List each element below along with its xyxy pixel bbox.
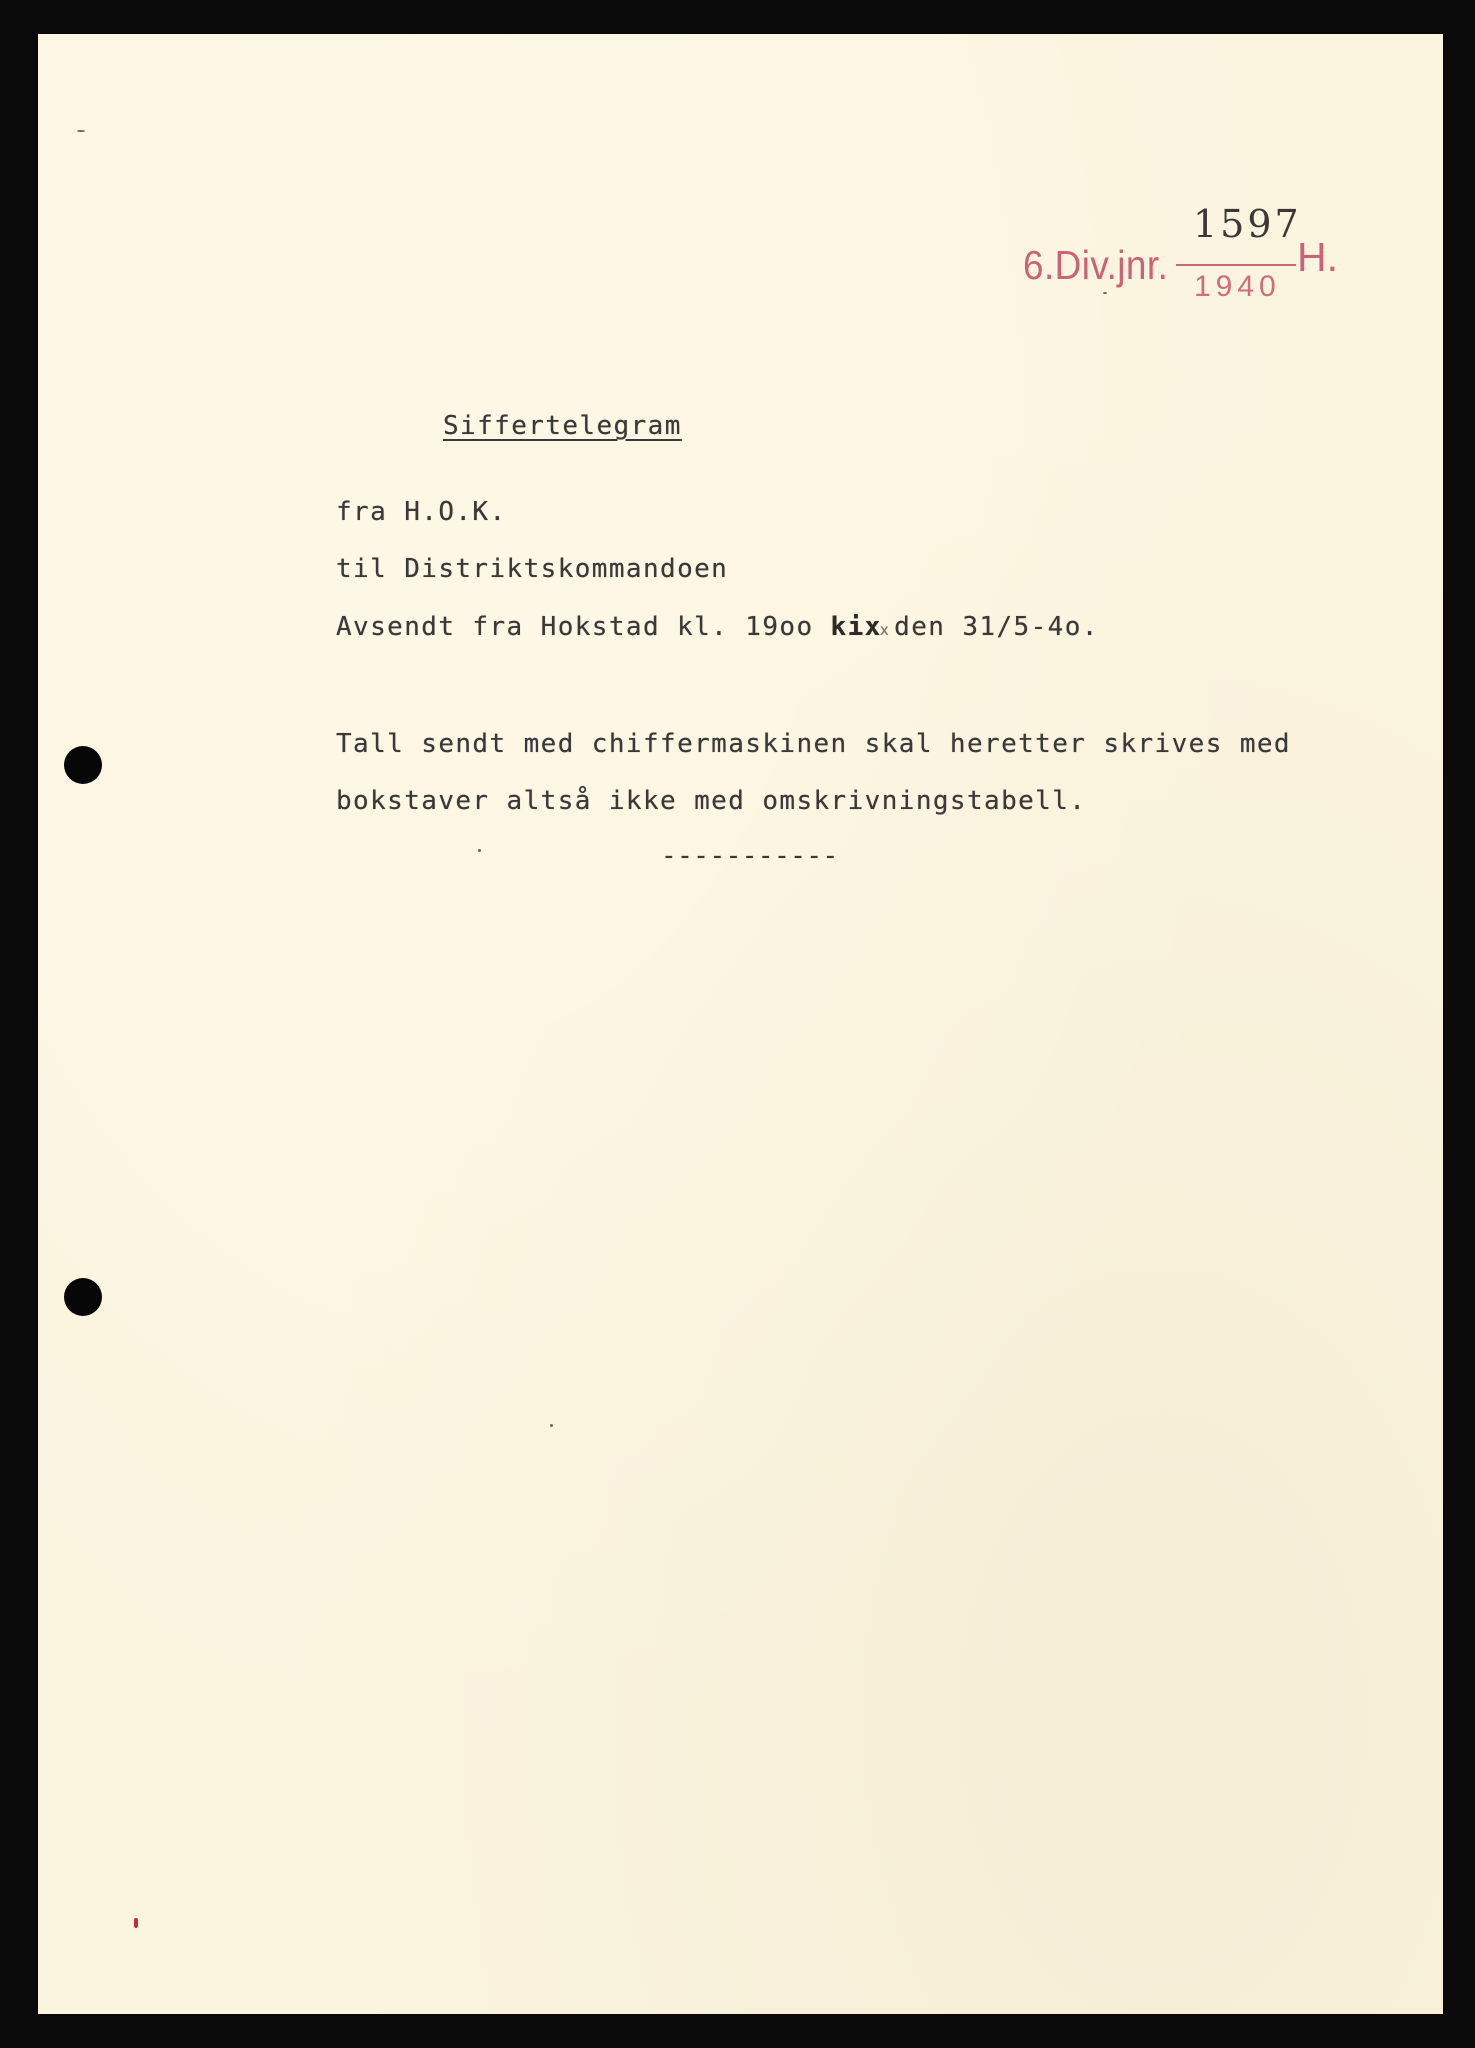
sender-line: fra H.O.K.	[336, 497, 507, 527]
struck-out-text: kix	[830, 612, 882, 642]
correction-mark: x	[879, 621, 891, 639]
ink-speck	[478, 849, 481, 852]
closing-rule: -----------	[661, 841, 839, 871]
message-line-2: bokstaver altså ikke med omskrivningstabell.	[336, 786, 1087, 816]
sent-line-start: Avsendt fra Hokstad kl. 19oo	[336, 612, 831, 642]
document-page	[38, 34, 1443, 2014]
punch-hole-upper	[64, 746, 102, 784]
message-line-1: Tall sendt med chiffermaskinen skal heretter skrives med	[336, 729, 1291, 759]
ink-speck	[550, 1424, 553, 1427]
receipt-stamp	[1023, 202, 1363, 312]
stamp-dash	[1282, 264, 1296, 266]
ink-speck	[1103, 292, 1107, 294]
recipient-line: til Distriktskommandoen	[336, 554, 729, 584]
punch-hole-lower	[64, 1278, 102, 1316]
stamp-year: 1940	[1194, 270, 1281, 303]
red-ink-speck	[134, 1918, 138, 1928]
ink-speck	[77, 130, 85, 132]
sent-line	[336, 612, 1099, 642]
sent-date: den 31/5-4o.	[894, 612, 1099, 642]
stamp-journal-number: 1597	[1193, 202, 1302, 246]
stamp-fraction-line	[1176, 264, 1282, 266]
stamp-suffix: H.	[1297, 234, 1338, 280]
document-title: Siffertelegram	[443, 411, 682, 441]
stamp-label: 6.Div.jnr.	[1023, 242, 1169, 288]
